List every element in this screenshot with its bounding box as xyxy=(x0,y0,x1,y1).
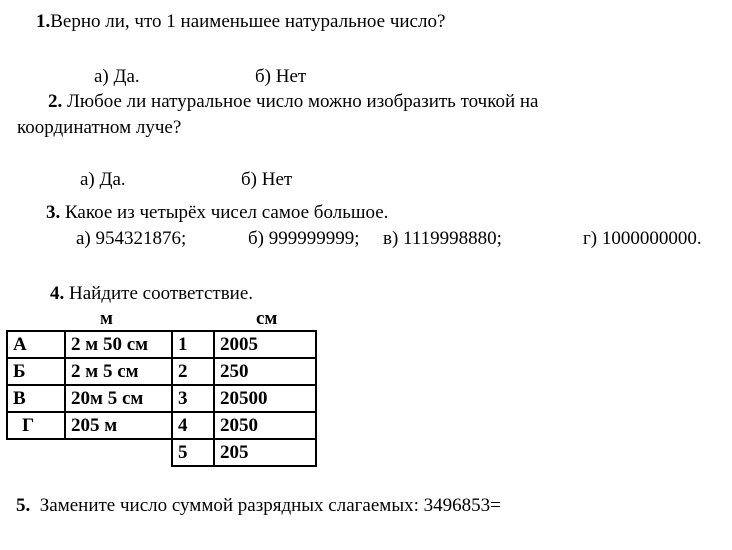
table-row xyxy=(7,385,316,412)
question-4 xyxy=(50,283,253,305)
column-header-cm: см xyxy=(256,308,278,329)
question-1-number: 1. xyxy=(36,11,51,32)
cm-cell: 250 xyxy=(214,358,316,385)
question-2 xyxy=(48,91,539,113)
metric-cell: 205 м xyxy=(65,412,172,439)
question-3 xyxy=(46,202,388,224)
question-1-option-b: б) Нет xyxy=(255,66,307,87)
question-2-option-b: б) Нет xyxy=(241,169,293,190)
question-2-option-a: а) Да. xyxy=(80,169,126,190)
question-1-option-a: а) Да. xyxy=(94,66,140,87)
empty-cell xyxy=(65,439,172,466)
question-3-option-b: б) 999999999; xyxy=(248,228,360,249)
letter-cell: Г xyxy=(7,412,65,439)
question-5 xyxy=(16,495,501,517)
question-3-number: 3. xyxy=(46,202,61,223)
question-3-option-d: г) 1000000000. xyxy=(583,228,702,249)
table-row xyxy=(7,331,316,358)
table-row xyxy=(7,358,316,385)
cm-cell: 2050 xyxy=(214,412,316,439)
question-2-text-line1: Любое ли натуральное число можно изобразить точкой на xyxy=(62,91,539,112)
question-3-option-c: в) 1119998880; xyxy=(383,228,502,249)
cm-cell: 20500 xyxy=(214,385,316,412)
number-cell: 3 xyxy=(172,385,214,412)
number-cell: 4 xyxy=(172,412,214,439)
cm-cell: 2005 xyxy=(214,331,316,358)
cm-cell: 205 xyxy=(214,439,316,466)
number-cell: 2 xyxy=(172,358,214,385)
empty-cell xyxy=(7,439,65,466)
table-row xyxy=(7,439,316,466)
question-2-text-line2: координатном луче? xyxy=(17,117,182,138)
number-cell: 5 xyxy=(172,439,214,466)
question-1-text: Верно ли, что 1 наименьшее натуральное число? xyxy=(50,11,446,32)
question-3-text: Какое из четырёх чисел самое большое. xyxy=(60,202,389,223)
metric-cell: 20м 5 см xyxy=(65,385,172,412)
question-2-number: 2. xyxy=(48,91,63,112)
letter-cell: В xyxy=(7,385,65,412)
column-header-m: м xyxy=(100,308,113,329)
question-5-number: 5. xyxy=(16,495,31,516)
metric-cell: 2 м 50 см xyxy=(65,331,172,358)
question-1 xyxy=(36,11,445,33)
letter-cell: Б xyxy=(7,358,65,385)
question-5-text: Замените число суммой разрядных слагаемых: 3496853= xyxy=(30,495,501,516)
matching-table xyxy=(6,330,317,467)
question-3-option-a: а) 954321876; xyxy=(76,228,187,249)
number-cell: 1 xyxy=(172,331,214,358)
metric-cell: 2 м 5 см xyxy=(65,358,172,385)
question-4-number: 4. xyxy=(50,283,65,304)
letter-cell: А xyxy=(7,331,65,358)
question-4-text: Найдите соответствие. xyxy=(64,283,254,304)
table-row xyxy=(7,412,316,439)
